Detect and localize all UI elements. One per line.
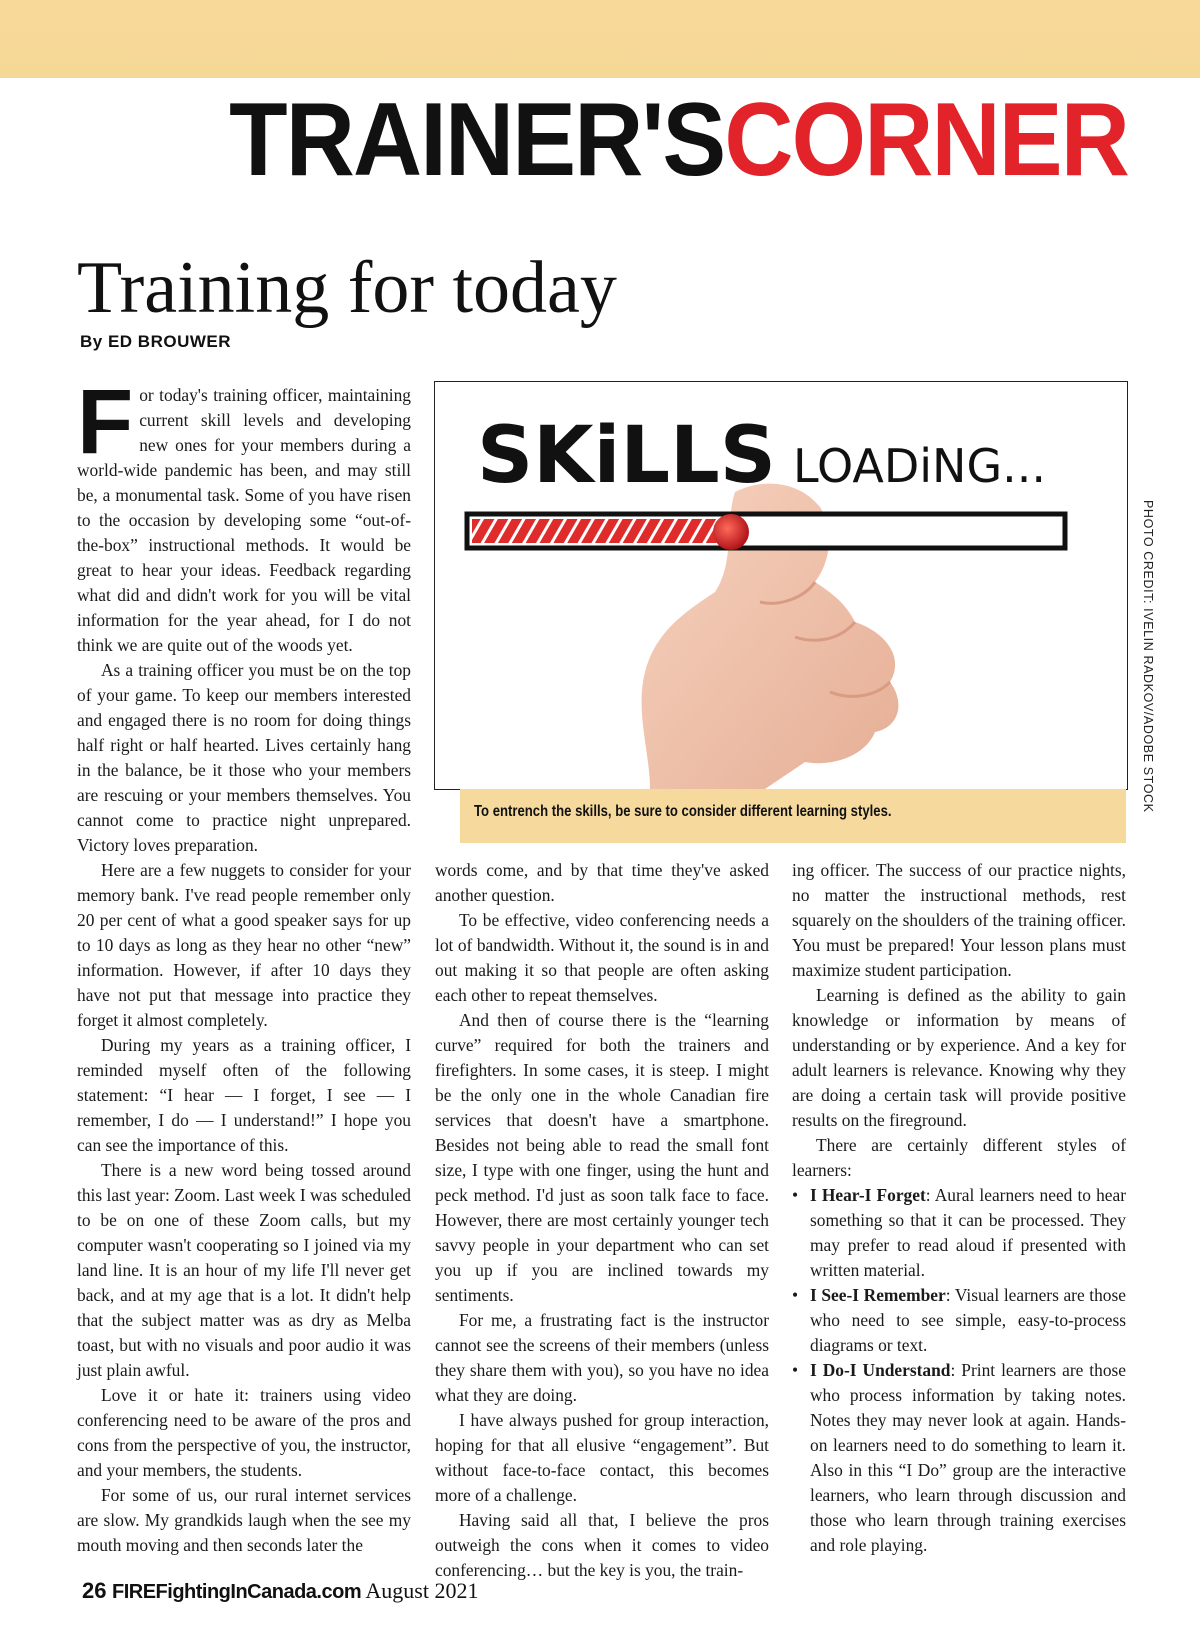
list-item-text: : Aural learners need to hear something so that it can be processed. They may prefer to read aloud if presented with written material. <box>810 1185 1126 1280</box>
paragraph: For some of us, our rural internet services are slow. My grandkids laugh when the see my mouth moving and then seconds later the <box>77 1485 411 1555</box>
list-item-text: : Print learners are those who process information by taking notes. Notes they may never look at again. Hands-on learners need to do something to learn it. Also in this “I Do” group are the interactive learners, who learn through discussion and those who learn through training exercises and role playing. <box>810 1360 1127 1555</box>
paragraph: ing officer. The success of our practice nights, no matter the instructional methods, rest squarely on the shoulders of the training officer. You must be prepared! Your lesson plans must maximize student participation. <box>792 860 1126 980</box>
paragraph: Learning is defined as the ability to gain knowledge or information by means of understanding or by experience. And a key for adult learners is relevance. Knowing why they are doing a certain task will provide positive results on the fireground. <box>792 985 1126 1130</box>
skills-loading-photo <box>434 381 1128 790</box>
paragraph: During my years as a training officer, I reminded myself often of the following statement: “I hear — I forget, I see — I remember, I do — I understand!” I hope you can see the importance of this. <box>77 1035 411 1155</box>
publication-site: FIREFightingInCanada.com <box>111 1581 362 1603</box>
loading-word: LOADiNG... <box>793 439 1046 493</box>
page-number: 26 <box>82 1578 107 1603</box>
paragraph: Love it or hate it: trainers using video conferencing need to be aware of the pros and cons from the perspective of you, the instructor, and your members, the students. <box>77 1385 411 1480</box>
paragraph: words come, and by that time they've asked another question. <box>435 860 769 905</box>
paragraph-text: or today's training officer, maintaining current skill levels and developing new ones for your members during a world-wide pandemic has been, and may still be, a monumental task. Some of you have risen to the occasion by developing some “out-of-the-box” instructional methods. It would be great to hear your ideas. Feedback regarding what did and didn't work for you will be vital information for the year ahead, for I do not think we are quite out of the woods yet. <box>77 385 411 655</box>
paragraph: And then of course there is the “learning curve” required for both the trainers and firefighters. In some cases, it is steep. I might be the only one in the whole Canadian fire services that doesn't have a smartphone. Besides not being able to read the small font size, I type with one finger, using the hunt and peck method. I'd just as soon talk face to face. However, there are most certainly younger tech savvy people in your department who can set you up if you are inclined towards my sentiments. <box>435 1010 769 1305</box>
issue-date: August 2021 <box>365 1578 479 1603</box>
drop-cap: F <box>77 371 134 473</box>
page-footer <box>82 1578 478 1604</box>
paragraph: For me, a frustrating fact is the instructor cannot see the screens of their members (unless they share them with you), so you have no idea what they are doing. <box>435 1310 769 1405</box>
paragraph: To be effective, video conferencing needs a lot of bandwidth. Without it, the sound is in and out making it so that people are often asking each other to repeat themselves. <box>435 910 769 1005</box>
paragraph <box>77 371 411 658</box>
section-masthead <box>229 80 1128 200</box>
article-column-3 <box>792 858 1126 1558</box>
list-item-term: I Hear-I Forget <box>810 1185 926 1205</box>
paragraph: There are certainly different styles of learners: <box>792 1135 1126 1180</box>
paragraph: There is a new word being tossed around this last year: Zoom. Last week I was scheduled to be on one of these Zoom calls, but my computer wasn't cooperating so I joined via my land line. It is an hour of my life I'll never get back, and at my age that is a lot. It didn't help that the subject matter was as dry as Melba toast, but with no visuals and poor audio it was just plain awful. <box>77 1160 411 1380</box>
photo-illustration <box>435 382 1127 789</box>
bullet-icon: • <box>792 1185 799 1205</box>
list-item-text: : Visual learners are those who need to see simple, easy-to-process diagrams or text. <box>810 1285 1126 1355</box>
list-item <box>792 1183 1126 1283</box>
marker-tip <box>713 514 749 550</box>
list-item-term: I See-I Remember <box>810 1285 946 1305</box>
article-column-2 <box>435 858 769 1583</box>
bullet-icon: • <box>792 1360 799 1380</box>
paragraph: I have always pushed for group interaction, hoping for that all elusive “engagement”. But without face-to-face contact, this becomes more of a challenge. <box>435 1410 769 1505</box>
article-column-1 <box>77 371 411 1558</box>
paragraph: As a training officer you must be on the top of your game. To keep our members interested and engaged there is no room for doing things half right or half hearted. Lives certainly hang in the balance, be it those who your members are rescuing or your members themselves. You cannot come to practice night unprepared. Victory loves preparation. <box>77 660 411 855</box>
article-title: Training for today <box>77 247 617 329</box>
learning-styles-list <box>792 1183 1126 1558</box>
list-item <box>792 1358 1126 1558</box>
progress-bar-fill <box>472 519 731 543</box>
skills-word: SKiLLS <box>477 411 776 501</box>
paragraph: Here are a few nuggets to consider for your memory bank. I've read people remember only 20 per cent of what a good speaker says for up to 10 days as long as they hear no other “new” information. However, if after 10 days they have not put that message into practice they forget it almost completely. <box>77 860 411 1030</box>
credit-text: PHOTO CREDIT: IVELIN RADKOV/ADOBE STOCK <box>1141 500 1155 813</box>
photo-credit <box>1141 500 1155 813</box>
list-item <box>792 1283 1126 1358</box>
photo-caption <box>460 789 1126 843</box>
article-byline: By ED BROUWER <box>80 332 232 351</box>
caption-text: To entrench the skills, be sure to consider different learning styles. <box>474 803 892 820</box>
masthead-word-corner: CORNER <box>724 82 1128 198</box>
list-item-term: I Do-I Understand <box>810 1360 951 1380</box>
bullet-icon: • <box>792 1285 799 1305</box>
masthead-word-trainers: TRAINER'S <box>229 82 725 198</box>
paragraph: Having said all that, I believe the pros outweigh the cons when it comes to video conferencing… but the key is you, the train- <box>435 1510 769 1580</box>
top-color-band <box>0 0 1200 78</box>
